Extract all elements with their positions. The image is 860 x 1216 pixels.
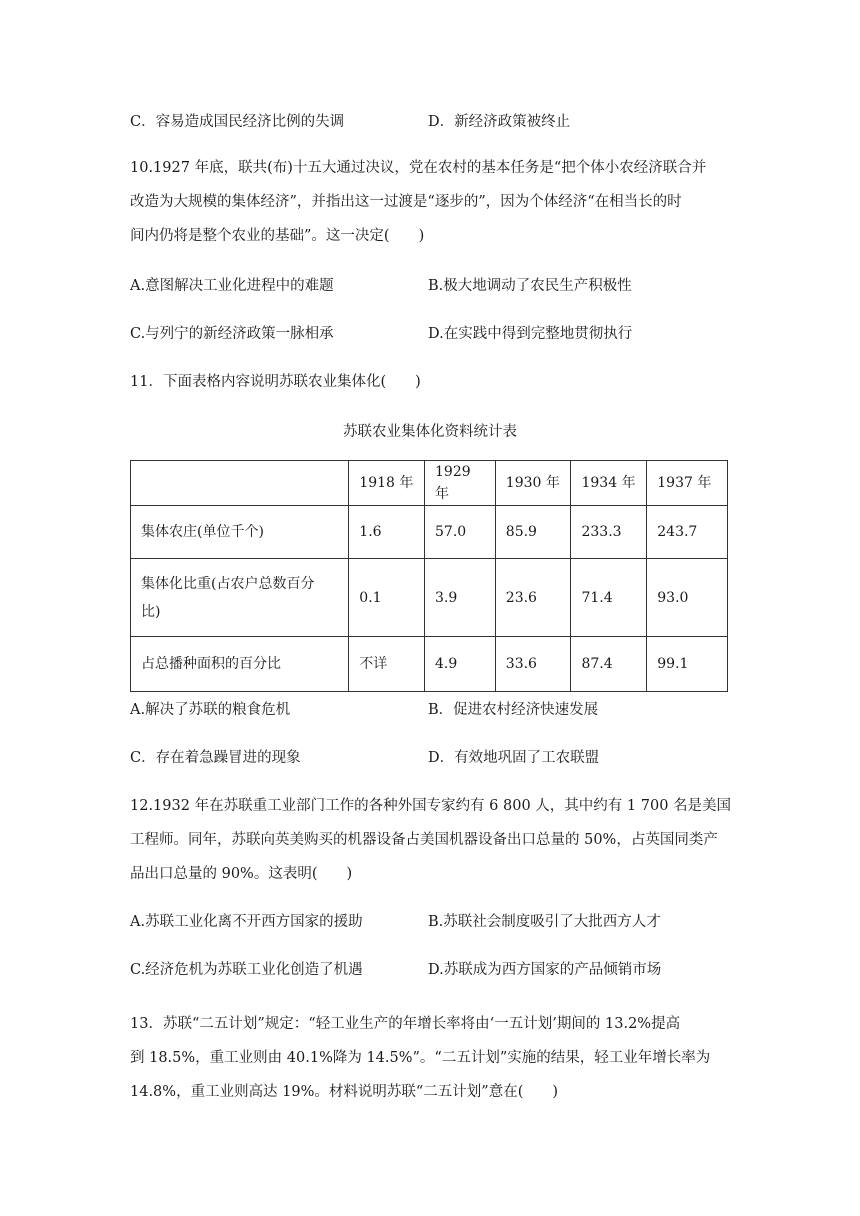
q10-stem-line-2: 改造为大规模的集体经济”，并指出这一过渡是“逐步的”，因为个体经济“在相当长的时 <box>130 194 682 210</box>
header-cell: 1934 年 <box>571 461 647 506</box>
row-label: 集体农庄(单位千个) <box>131 506 349 559</box>
q12-option-c: C.经济危机为苏联工业化创造了机遇 <box>130 962 363 978</box>
row-label-line: 集体化比重(占农户总数百分 <box>141 575 315 592</box>
q13-stem-line-1: 13．苏联“二五计划”规定：“轻工业生产的年增长率将由‘一五计划’期间的 13.2%提高 <box>130 1016 681 1032</box>
q12-stem-line-3: 品出口总量的 90%。这表明( ) <box>130 866 353 882</box>
q12-option-b: B.苏联社会制度吸引了大批西方人才 <box>428 914 661 930</box>
q12-stem-line-1: 12.1932 年在苏联重工业部门工作的各种外国专家约有 6 800 人，其中约有 1 700 名是美国 <box>130 798 732 814</box>
collectivization-table <box>130 460 728 692</box>
table-cell: 1.6 <box>349 506 425 559</box>
table-cell: 71.4 <box>571 559 647 637</box>
q13-stem-line-2: 到 18.5%，重工业则由 40.1%降为 14.5%”。“二五计划”实施的结果，轻工业年增长率为 <box>130 1050 711 1066</box>
q13-stem-line-3: 14.8%，重工业则高达 19%。材料说明苏联“二五计划”意在( ) <box>130 1084 559 1100</box>
table-cell: 233.3 <box>571 506 647 559</box>
q11-option-b: B．促进农村经济快速发展 <box>428 702 599 718</box>
q10-stem-line-3: 间内仍将是整个农业的基础”。这一决定( ) <box>130 228 425 244</box>
q12-option-d: D.苏联成为西方国家的产品倾销市场 <box>428 962 662 978</box>
table-cell: 0.1 <box>349 559 425 637</box>
header-cell: 1929 年 <box>425 461 496 506</box>
q10-option-b: B.极大地调动了农民生产积极性 <box>428 278 632 294</box>
header-cell: 1930 年 <box>495 461 571 506</box>
q9-option-c: C．容易造成国民经济比例的失调 <box>130 114 345 130</box>
table-cell: 85.9 <box>495 506 571 559</box>
q10-option-c: C.与列宁的新经济政策一脉相承 <box>130 326 334 342</box>
table-row <box>131 637 728 692</box>
table-cell: 57.0 <box>425 506 496 559</box>
row-label: 占总播种面积的百分比 <box>131 637 349 692</box>
table-cell: 87.4 <box>571 637 647 692</box>
q10-option-d: D.在实践中得到完整地贯彻执行 <box>428 326 633 342</box>
q10-option-a: A.意图解决工业化进程中的难题 <box>130 278 334 294</box>
q10-stem-line-1: 10.1927 年底，联共(布)十五大通过决议，党在农村的基本任务是“把个体小农经济联合并 <box>130 160 707 176</box>
q9-option-d: D．新经济政策被终止 <box>428 114 571 130</box>
row-label-line: 比) <box>141 603 161 620</box>
row-label <box>131 559 349 637</box>
table-cell: 3.9 <box>425 559 496 637</box>
q11-option-a: A.解决了苏联的粮食危机 <box>130 702 291 718</box>
q12-option-a: A.苏联工业化离不开西方国家的援助 <box>130 914 363 930</box>
table-header-row <box>131 461 728 506</box>
table-cell: 23.6 <box>495 559 571 637</box>
q11-option-d: D．有效地巩固了工农联盟 <box>428 750 600 766</box>
table-row <box>131 559 728 637</box>
table-cell: 99.1 <box>647 637 728 692</box>
table-title: 苏联农业集体化资料统计表 <box>343 424 517 440</box>
header-cell: 1937 年 <box>647 461 728 506</box>
q12-stem-line-2: 工程师。同年，苏联向英美购买的机器设备占美国机器设备出口总量的 50%，占英国同类产 <box>130 832 718 848</box>
table-cell: 33.6 <box>495 637 571 692</box>
table-cell: 93.0 <box>647 559 728 637</box>
q11-stem: 11．下面表格内容说明苏联农业集体化( ) <box>130 374 421 390</box>
q11-option-c: C．存在着急躁冒进的现象 <box>130 750 301 766</box>
header-cell: 1918 年 <box>349 461 425 506</box>
header-cell <box>131 461 349 506</box>
table-cell: 243.7 <box>647 506 728 559</box>
table-cell: 不详 <box>349 637 425 692</box>
table-cell: 4.9 <box>425 637 496 692</box>
table-row <box>131 506 728 559</box>
